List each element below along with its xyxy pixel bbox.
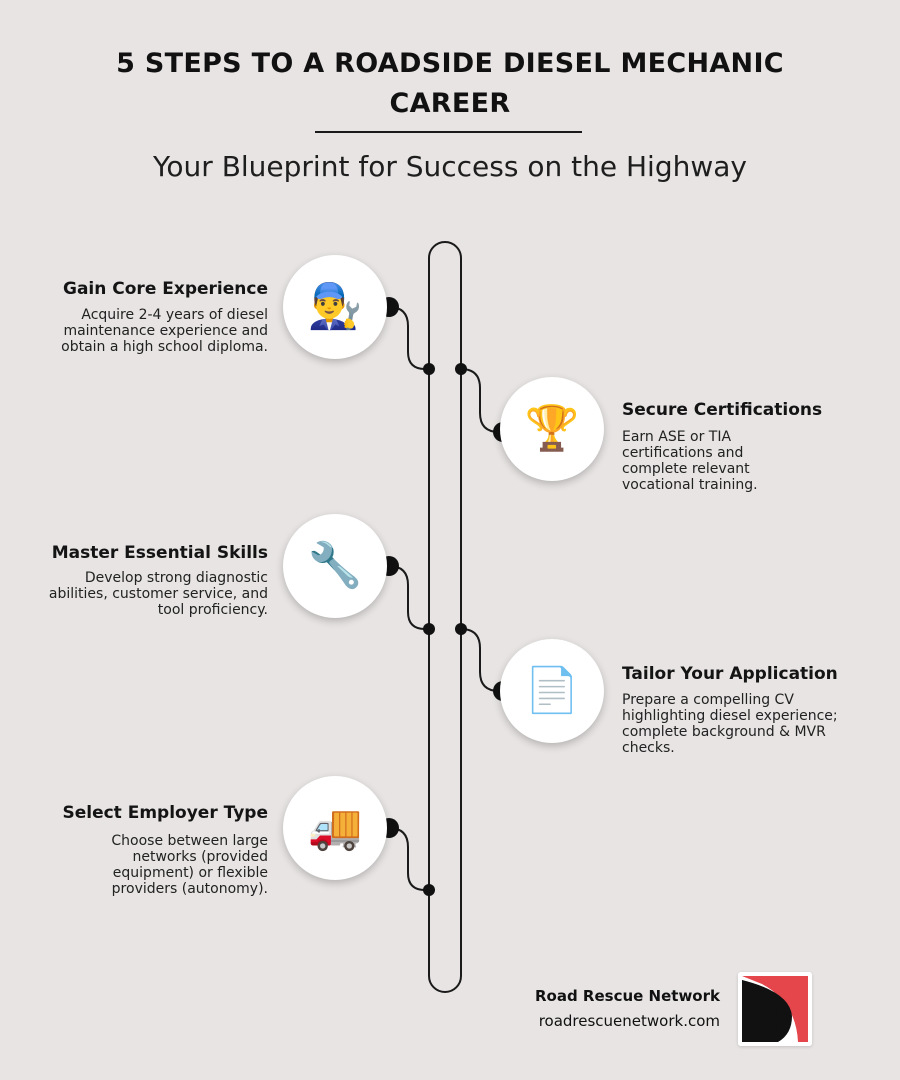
logo-mark — [738, 972, 812, 1046]
delivery-truck-icon: 🚚 — [283, 776, 387, 880]
wrench-icon: 🔧 — [283, 514, 387, 618]
connector-step-3 — [389, 566, 429, 629]
mechanic-emoji-icon: 👨‍🔧 — [283, 255, 387, 359]
brand-name: Road Rescue Network — [535, 987, 720, 1005]
step-title: Gain Core Experience — [63, 279, 268, 299]
connector-step-2 — [461, 369, 503, 432]
track-node — [423, 623, 435, 635]
step-title: Master Essential Skills — [51, 543, 268, 563]
brand-logo — [738, 972, 812, 1046]
step-title: Select Employer Type — [62, 803, 268, 823]
track-node — [423, 884, 435, 896]
timeline-track — [429, 242, 461, 992]
connector-step-1 — [389, 307, 429, 369]
step-description: Prepare a compelling CV highlighting diesel experience; complete background & MVR checks. — [622, 692, 838, 756]
trophy-icon: 🏆 — [500, 377, 604, 481]
step-description: Choose between large networks (provided equipment) or flexible providers (autonomy). — [111, 833, 268, 897]
step-description: Acquire 2-4 years of diesel maintenance experience and obtain a high school diploma. — [61, 307, 268, 355]
document-icon: 📄 — [500, 639, 604, 743]
page-title: 5 STEPS TO A ROADSIDE DIESEL MECHANIC CAREER — [116, 48, 784, 119]
step-description: Earn ASE or TIA certifications and complete relevant vocational training. — [622, 429, 758, 493]
brand-url[interactable]: roadrescuenetwork.com — [538, 1012, 720, 1030]
track-node — [423, 363, 435, 375]
step-title: Tailor Your Application — [622, 664, 838, 684]
connector-step-4 — [461, 629, 503, 691]
step-description: Develop strong diagnostic abilities, customer service, and tool proficiency. — [48, 570, 268, 618]
page-subtitle: Your Blueprint for Success on the Highway — [153, 150, 747, 183]
connector-step-5 — [389, 828, 429, 890]
step-title: Secure Certifications — [622, 400, 823, 420]
track-node — [455, 623, 467, 635]
track-node — [455, 363, 467, 375]
